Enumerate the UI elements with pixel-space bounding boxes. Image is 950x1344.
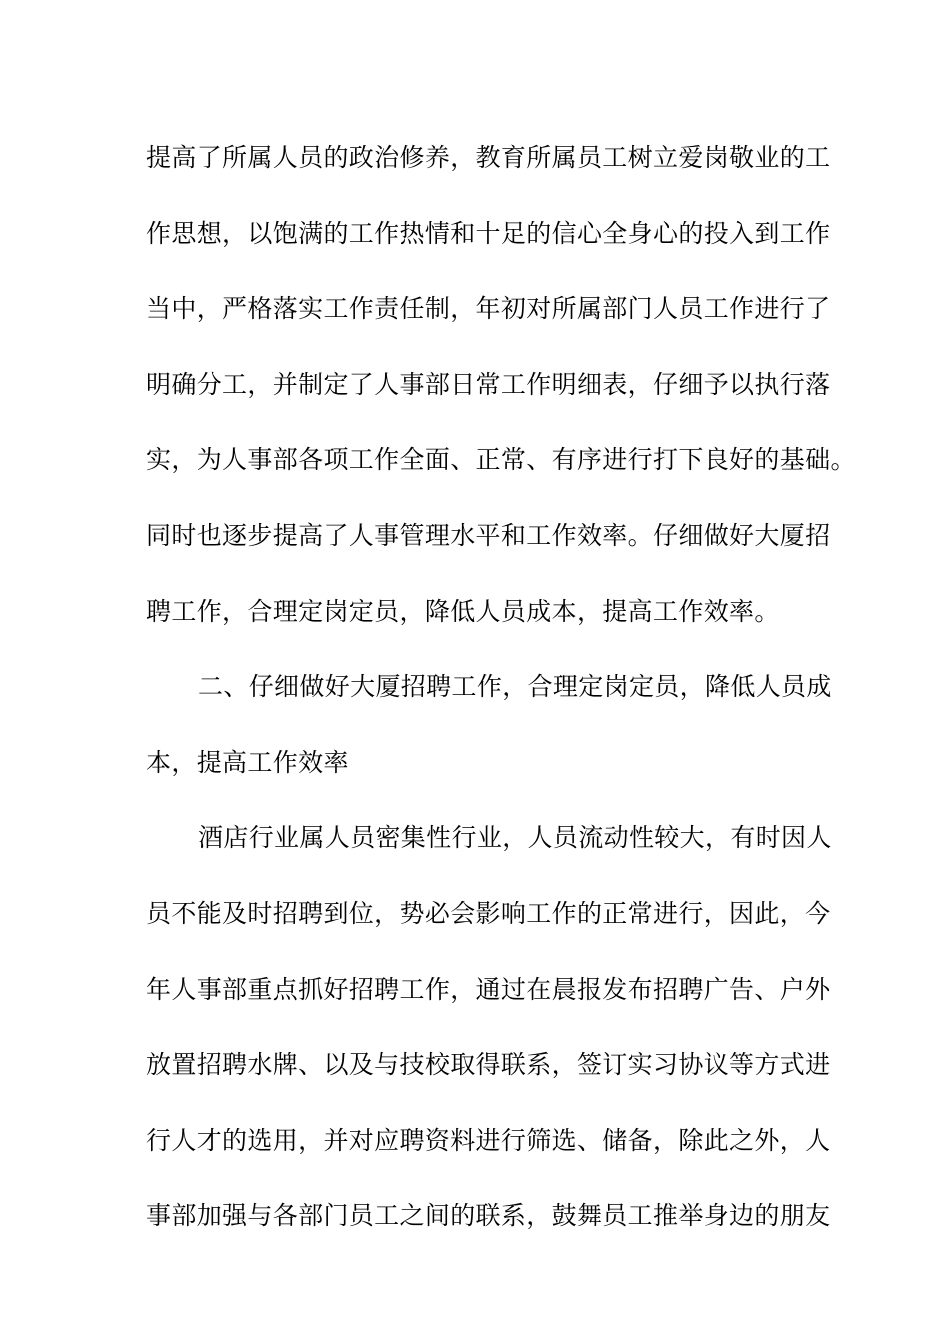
text-line: 作思想，以饱满的工作热情和十足的信心全身心的投入到工作 <box>146 218 831 248</box>
text-line: 聘工作，合理定岗定员，降低人员成本，提高工作效率。 <box>146 596 780 626</box>
text-line: 当中，严格落实工作责任制，年初对所属部门人员工作进行了 <box>146 294 831 324</box>
text-line: 酒店行业属人员密集性行业，人员流动性较大，有时因人 <box>198 823 832 853</box>
text-line: 年人事部重点抓好招聘工作，通过在晨报发布招聘广告、户外 <box>146 974 831 1004</box>
body-text <box>146 135 856 1269</box>
text-line: 提高了所属人员的政治修养，教育所属员工树立爱岗敬业的工 <box>146 143 831 172</box>
section-heading-line: 二、仔细做好大厦招聘工作，合理定岗定员，降低人员成 <box>198 672 832 702</box>
text-line: 事部加强与各部门员工之间的联系，鼓舞员工推举身边的朋友 <box>146 1201 831 1231</box>
text-line: 明确分工，并制定了人事部日常工作明细表，仔细予以执行落 <box>146 369 831 399</box>
text-line: 同时也逐步提高了人事管理水平和工作效率。仔细做好大厦招 <box>146 520 831 550</box>
section-heading-line: 本，提高工作效率 <box>146 747 349 777</box>
text-line: 实，为人事部各项工作全面、正常、有序进行打下良好的基础。 <box>146 445 856 475</box>
text-line: 放置招聘水牌、以及与技校取得联系，签订实习协议等方式进 <box>146 1050 831 1080</box>
text-line: 员不能及时招聘到位，势必会影响工作的正常进行，因此，今 <box>146 898 831 928</box>
text-line: 行人才的选用，并对应聘资料进行筛选、储备，除此之外，人 <box>146 1125 831 1155</box>
